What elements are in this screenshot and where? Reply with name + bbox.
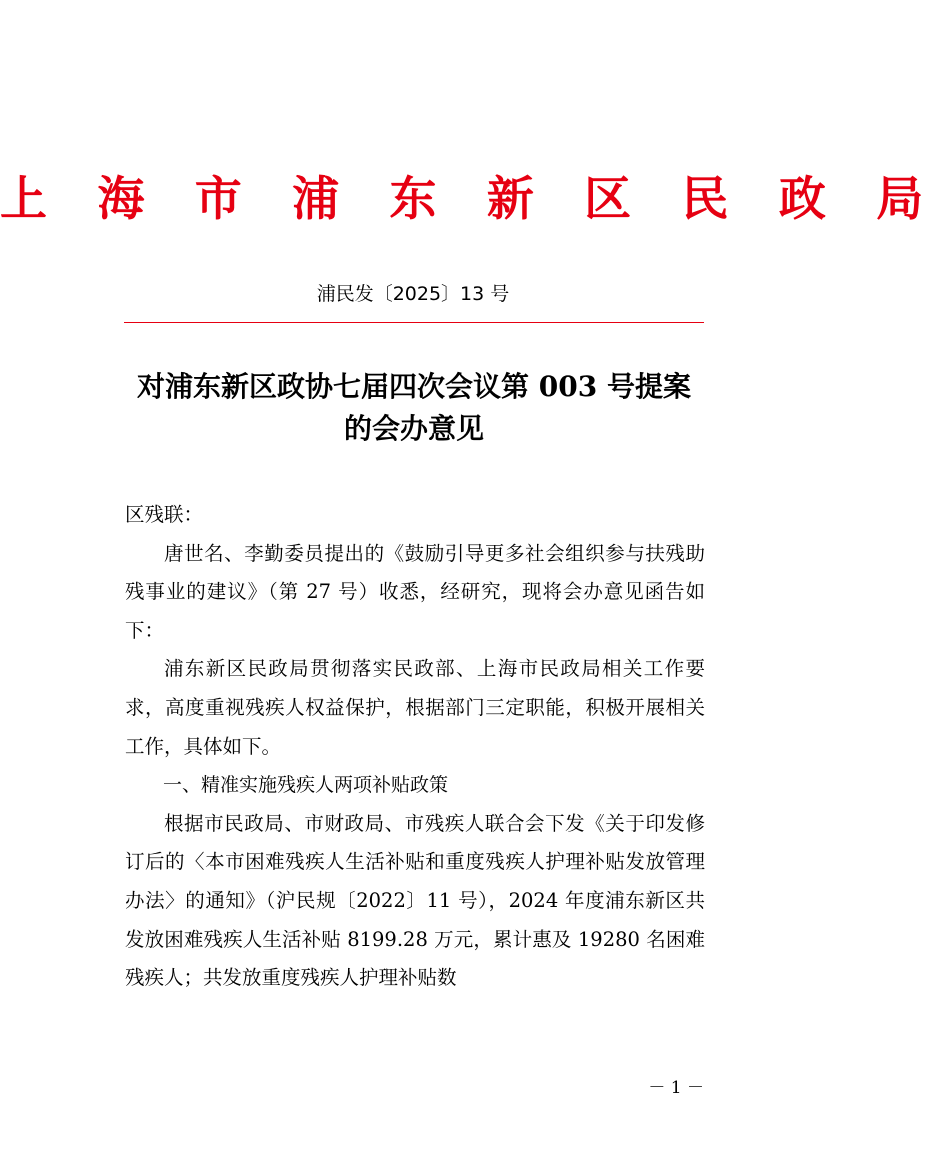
document-number: 浦民发〔2025〕13 号 (316, 283, 510, 305)
document-title (118, 366, 710, 450)
red-separator-rule (124, 322, 704, 323)
body-paragraph-1: 唐世名、李勤委员提出的《鼓励引导更多社会组织参与扶残助残事业的建议》（第 27 号）收悉，经研究，现将会办意见函告如下： (125, 541, 705, 642)
page-number: － 1 － (648, 1078, 704, 1098)
document-title-line-2: 的会办意见 (343, 412, 484, 445)
body-paragraph-2: 浦东新区民政局贯彻落实民政部、上海市民政局相关工作要求，高度重视残疾人权益保护，根据部门三定职能，积极开展相关工作，具体如下。 (125, 657, 705, 758)
body-paragraph-3: 根据市民政局、市财政局、市残疾人联合会下发《关于印发修订后的〈本市困难残疾人生活补贴和重度残疾人护理补贴发放管理办法〉的通知》（沪民规〔2022〕11 号），2024 年度浦东新区共发放困难残疾人生活补贴 8199.28 万元，累计惠及 19280 名困难残疾人；共发放重度残疾人护理补贴数 (125, 811, 705, 990)
document-body (125, 496, 705, 998)
document-title-line-1: 对浦东新区政协七届四次会议第 003 号提案 (137, 370, 691, 403)
salutation: 区残联： (125, 503, 204, 526)
issuing-organization-header: 上 海 市 浦 东 新 区 民 政 局 (0, 172, 940, 227)
section-heading-1: 一、精准实施残疾人两项补贴政策 (163, 774, 449, 797)
